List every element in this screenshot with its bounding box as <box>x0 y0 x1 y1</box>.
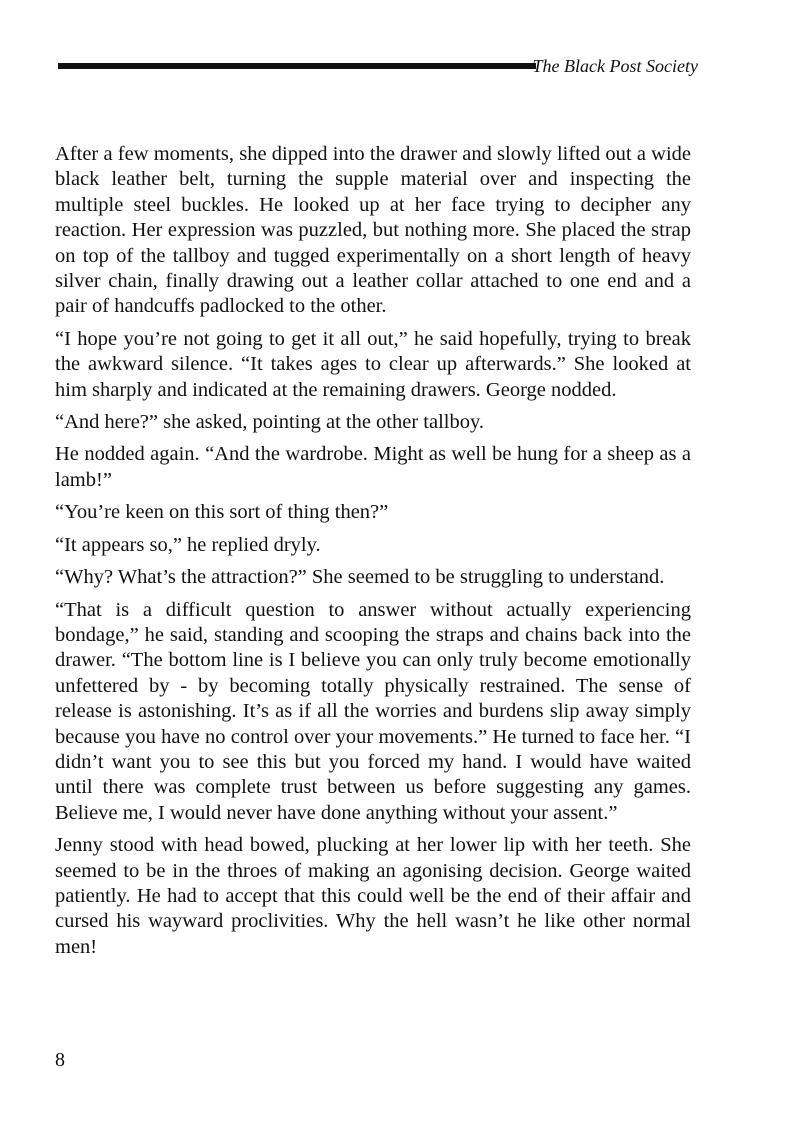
paragraph: “That is a difficult question to answer without actually experiencing bondage,” he said, standing and scooping the straps and chains back into the drawer. “The bottom line is I believe you can only truly become emotionally unfettered by - by becoming totally physically restrained. The sense of release is astonishing. It’s as if all the worries and burdens slip away simply because you have no control over your movements.” He turned to face her. “I didn’t want you to see this but you forced my hand. I would have waited until there was complete trust between us before suggesting any games. Believe me, I would never have done anything without your assent.” <box>55 598 691 824</box>
body-text <box>55 142 691 967</box>
page-header <box>58 53 698 79</box>
page-number: 8 <box>55 1049 65 1071</box>
running-head: The Black Post Society <box>532 56 698 76</box>
paragraph: “You’re keen on this sort of thing then?” <box>55 501 389 524</box>
paragraph: He nodded again. “And the wardrobe. Might as well be hung for a sheep as a lamb!” <box>55 443 691 491</box>
paragraph: “And here?” she asked, pointing at the other tallboy. <box>55 411 485 434</box>
paragraph: After a few moments, she dipped into the drawer and slowly lifted out a wide black leather belt, turning the supple material over and inspecting the multiple steel buckles. He looked up at her face trying to decipher any reaction. Her expression was puzzled, but nothing more. She placed the strap on top of the tallboy and tugged experimentally on a short length of heavy silver chain, finally drawing out a leather collar attached to one end and a pair of handcuffs padlocked to the other. <box>55 143 691 318</box>
paragraph: “Why? What’s the attraction?” She seemed to be struggling to understand. <box>55 566 665 589</box>
paragraph: Jenny stood with head bowed, plucking at her lower lip with her teeth. She seemed to be in the throes of making an agonising decision. George waited patiently. He had to accept that this could well be the end of their affair and cursed his wayward proclivities. Why the hell wasn’t he like other normal men! <box>55 834 691 958</box>
header-rule <box>58 63 536 69</box>
paragraph: “It appears so,” he replied dryly. <box>55 533 321 556</box>
paragraph: “I hope you’re not going to get it all out,” he said hopefully, trying to break the awkward silence. “It takes ages to clear up afterwards.” She looked at him sharply and indicated at the remaining drawers. George nodded. <box>55 327 691 401</box>
